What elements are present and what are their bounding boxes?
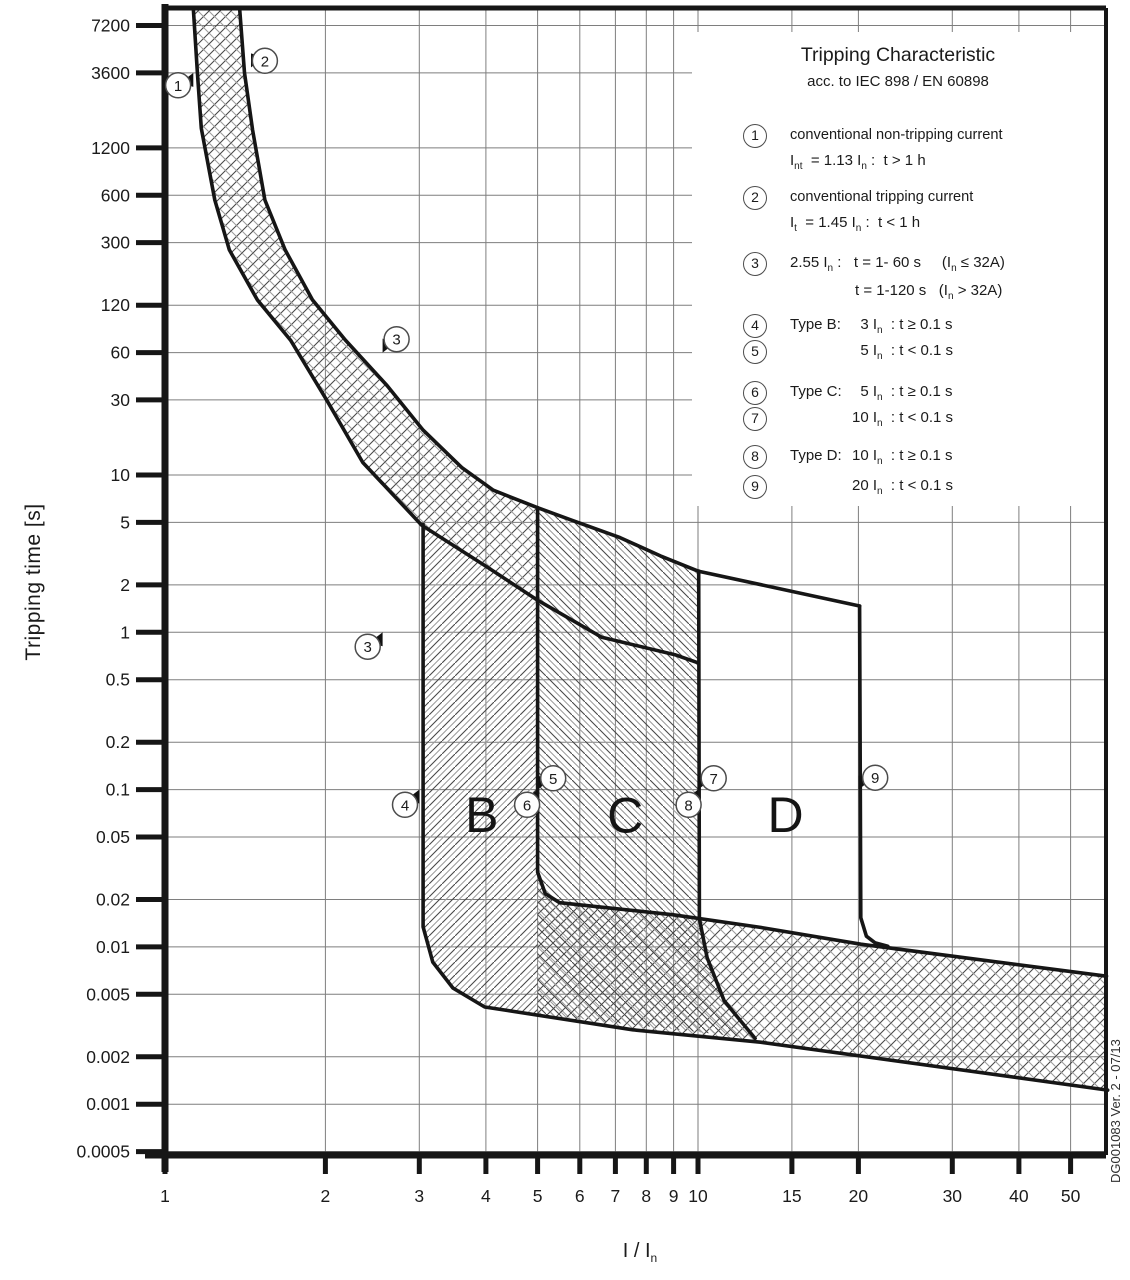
marker-4 (393, 790, 420, 818)
y-tick-label: 0.002 (86, 1046, 130, 1067)
x-tick-label: 3 (414, 1186, 425, 1206)
x-tick-label: 40 (1009, 1186, 1029, 1206)
marker-3 (383, 327, 410, 353)
marker-number: 3 (363, 639, 372, 657)
legend-item-text: conventional tripping current (790, 189, 974, 205)
marker-number: 4 (400, 797, 410, 815)
marker-1 (166, 73, 194, 98)
legend-item-number: 1 (743, 124, 767, 148)
region-letter-C: C (607, 787, 644, 844)
x-tick-label: 15 (782, 1186, 802, 1206)
marker-9 (858, 765, 887, 790)
x-tick-label: 10 (688, 1186, 708, 1206)
region-letter-D: D (767, 787, 804, 844)
legend-item-text: Type D: (790, 447, 842, 464)
marker-2 (251, 48, 277, 73)
marker-number: 1 (173, 77, 183, 95)
y-tick-label: 0.5 (105, 669, 130, 690)
y-axis-title: Tripping time [s] (22, 503, 45, 661)
y-tick-label: 0.2 (105, 732, 130, 753)
legend-item-text: $I_{nt} = 1.13$ $I_n$ : t > 1 h (790, 152, 926, 172)
legend-item-text: 2.55 $I_n$ : t = 1- 60 s $(I_n \le 32A)$ (790, 254, 1005, 274)
legend-panel (692, 32, 1104, 506)
y-tick-label: 30 (110, 389, 130, 410)
region-b (423, 525, 537, 1014)
x-tick-label: 30 (942, 1186, 963, 1206)
y-tick-label: 7200 (91, 15, 130, 36)
legend-item-number: 4 (743, 314, 767, 338)
marker-number: 3 (392, 331, 401, 349)
x-tick-label: 50 (1060, 1186, 1081, 1206)
legend-item-text: $I_t = 1.45$ $I_n$ : t < 1 h (790, 214, 921, 234)
legend-item-number: 8 (743, 445, 767, 469)
marker-number: 8 (684, 797, 693, 815)
legend-item-text: 5 $I_n$ : t ≥ 0.1 s (852, 383, 953, 403)
x-tick-label: 6 (574, 1186, 585, 1206)
y-tick-label: 10 (110, 465, 130, 485)
legend-item-text: 10 $I_n$ : t ≥ 0.1 s (852, 447, 953, 467)
legend-item-text: 10 $I_n$ : t < 0.1 s (852, 409, 954, 429)
x-tick-label: 4 (481, 1186, 491, 1206)
y-tick-label: 1 (120, 622, 130, 643)
y-tick-label: 120 (100, 295, 130, 316)
marker-number: 9 (871, 770, 880, 788)
x-tick-label: 20 (848, 1186, 869, 1206)
legend-item-text: 3 $I_n$ : t ≥ 0.1 s (852, 316, 953, 336)
y-tick-label: 0.05 (95, 827, 130, 847)
marker-number: 5 (549, 770, 558, 788)
x-tick-label: 1 (160, 1186, 170, 1206)
x-tick-label: 2 (320, 1186, 331, 1206)
x-axis-title: I / $I_n$ (622, 1240, 658, 1265)
y-tick-label: 60 (110, 342, 130, 363)
y-tick-label: 300 (100, 232, 130, 253)
marker-number: 7 (709, 770, 718, 788)
y-tick-label: 0.005 (86, 984, 130, 1005)
y-tick-label: 0.0005 (76, 1141, 130, 1162)
legend-item-number: 5 (743, 340, 767, 364)
x-tick-label: 7 (610, 1186, 621, 1206)
type-d-upper-limit-line (698, 571, 860, 606)
y-tick-label: 0.001 (86, 1094, 130, 1115)
legend-item-text: 5 $I_n$ : t < 0.1 s (852, 342, 954, 362)
x-tick-label: 8 (641, 1186, 652, 1206)
y-tick-label: 0.02 (95, 889, 130, 910)
legend-item-number: 9 (743, 475, 767, 499)
marker-7 (698, 766, 726, 791)
x-tick-label: 5 (532, 1186, 543, 1206)
marker-3 (355, 632, 382, 659)
y-tick-label: 3600 (91, 62, 130, 83)
y-tick-label: 600 (100, 185, 130, 206)
y-tick-label: 0.1 (105, 779, 130, 800)
legend-subtitle: acc. to IEC 898 / EN 60898 (807, 73, 989, 90)
y-tick-label: 2 (120, 574, 130, 595)
legend-item-text: Type C: (790, 383, 842, 400)
legend-item-number: 7 (743, 407, 767, 431)
y-tick-label: 5 (120, 512, 130, 533)
marker-number: 2 (260, 53, 270, 71)
legend-item-text: t = 1-120 s $(I_n > 32A)$ (855, 282, 1003, 302)
legend-item-text: Type B: (790, 316, 841, 333)
marker-number: 6 (522, 797, 532, 815)
legend-item-number: 6 (743, 381, 767, 405)
x-tick-label: 9 (668, 1186, 679, 1206)
legend-item-number: 3 (743, 252, 767, 276)
y-tick-label: 0.01 (95, 936, 130, 957)
y-tick-label: 1200 (91, 137, 130, 158)
region-letter-B: B (465, 786, 499, 843)
legend-item-text: conventional non-tripping current (790, 127, 1003, 143)
legend-item-text: 20 $I_n$ : t < 0.1 s (852, 477, 954, 497)
legend-title: Tripping Characteristic (800, 44, 996, 66)
legend-item-number: 2 (743, 186, 767, 210)
document-watermark: DG001083 Ver. 2 - 07/13 (1108, 1039, 1123, 1183)
